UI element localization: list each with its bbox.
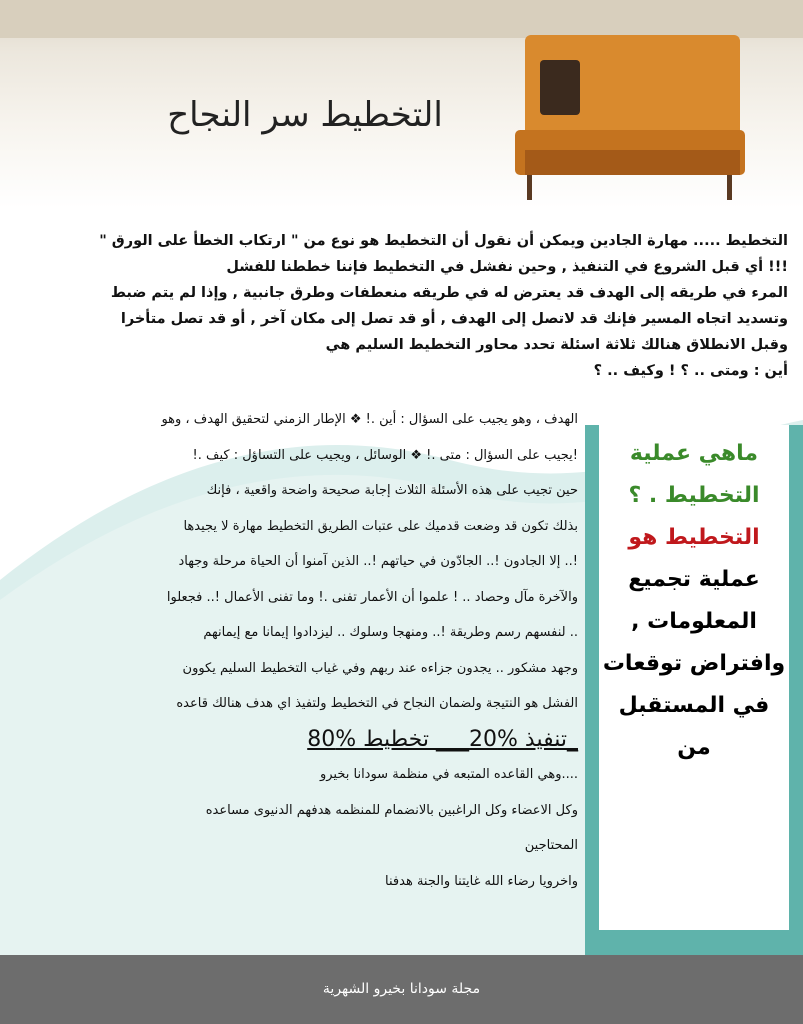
sidebar-box [585, 425, 803, 955]
intro-line: !!! أي قبل الشروع في التنفيذ , وحين نفشل في التخطيط فإننا خططنا للفشل [226, 259, 788, 275]
body-line: بذلك تكون قد وضعت قدميك على عتبات الطريق التخطيط مهارة لا يجيدها [183, 518, 578, 534]
intro-line: المرء في طريقه إلى الهدف قد يعترض له في طريقه منعطفات وطرق جانبية , وإذا لم يتم ضبط [110, 285, 788, 301]
body-line: وكل الاعضاء وكل الراغبين بالانضمام للمنظمه هدفهم الدنيوى مساعده [205, 802, 578, 818]
sidebar-panel [599, 425, 789, 930]
sidebar-answer: عملية تجميع المعلومات , وافتراض توقعات في المستقبل من [602, 567, 786, 760]
body-line: الفشل هو النتيجة ولضمان النجاح في التخطيط ولتفيذ اي هدف هنالك قاعده [176, 696, 578, 711]
body-text [18, 402, 578, 899]
intro-line: وقبل الانطلاق هنالك ثلاثة اسئلة تحدد محاور التخطيط السليم هي [325, 337, 788, 353]
header [0, 0, 803, 208]
sidebar-question: ماهي عملية التخطيط . ؟ [628, 441, 760, 508]
body-line: والآخرة مآل وحصاد .. ! علموا أن الأعمار تفنى .! وما تفنى الأعمال !.. فجعلوا [166, 589, 578, 605]
body-line: وجهد مشكور .. يجدون جزاءه عند ربهم وفي غياب التخطيط السليم يكوون [182, 660, 578, 676]
intro-line: التخطيط ..... مهارة الجادين ويمكن أن نقول أن التخطيط هو نوع من " ارتكاب الخطأ على الورق " [99, 233, 788, 249]
body-line: !يجيب على السؤال : متى .! ❖ الوسائل ، ويجيب على التساؤل : كيف .! [192, 447, 578, 463]
body-line: واخرويا رضاء الله غايتنا والجنة هدفنا [385, 873, 578, 889]
sofa-image [505, 30, 750, 200]
body-line: حين تجيب على هذه الأسئلة الثلاث إجابة صحيحة واضحة واقعية ، فإنك [206, 483, 578, 498]
sidebar-answer-heading: التخطيط هو [628, 525, 760, 550]
body-line: ....وهي القاعده المتبعه في منظمة سودانا بخيرو [319, 767, 578, 782]
footer: مجلة سودانا بخيرو الشهرية [0, 955, 803, 1024]
intro-text [18, 228, 788, 384]
intro-line: وتسديد اتجاه المسير فإنك قد لاتصل إلى الهدف , أو قد تصل إلى مكان آخر , أو قد تصل متأخرا [120, 311, 788, 327]
body-line: !.. إلا الجادون !.. الجادّون في حياتهم !.. الذين آمنوا أن الحياة مرحلة وجهاد [178, 554, 578, 569]
intro-line: أين : ومتى .. ؟ ! وكيف .. ؟ [593, 363, 788, 379]
page-title: التخطيط سر النجاح [167, 95, 443, 135]
body-line: .. لنفسهم رسم وطريقة !.. ومنهجا وسلوك .. ليزدادوا إيمانا مع إيمانهم [203, 625, 578, 640]
body-line: المحتاجين [524, 838, 578, 853]
body-line: الهدف ، وهو يجيب على السؤال : أين .! ❖ الإطار الزمني لتحقيق الهدف ، وهو [161, 412, 578, 427]
ratio-line: _تنفيذ %20___ تخطيط %80 [307, 726, 578, 752]
